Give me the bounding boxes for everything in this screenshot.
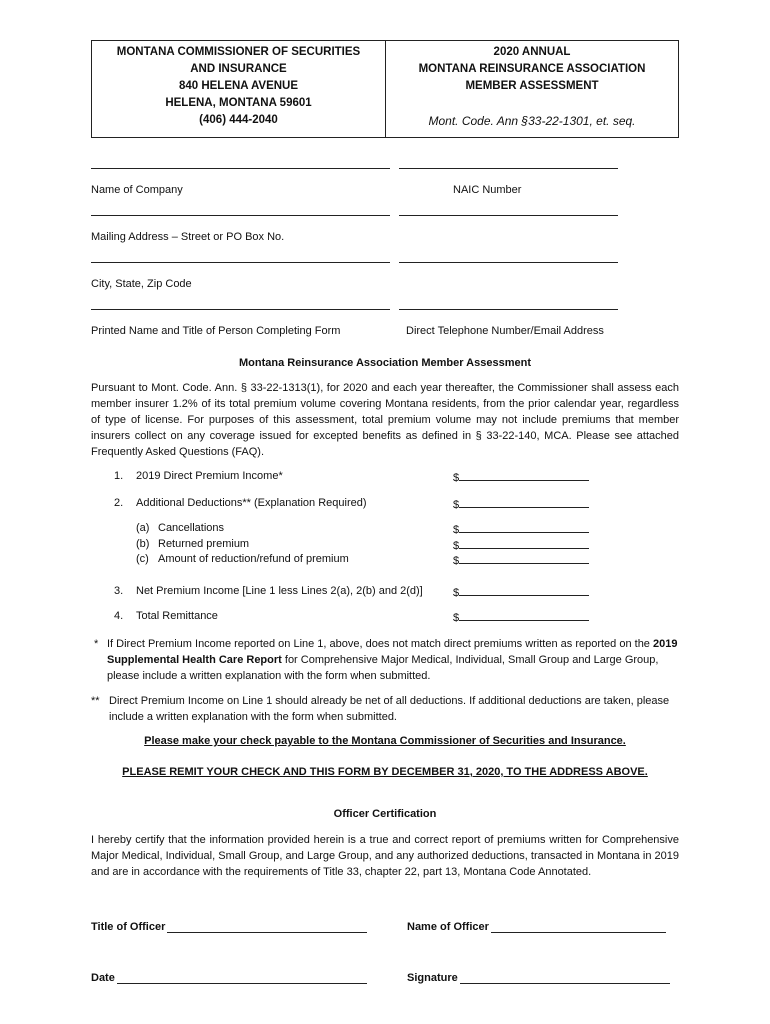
city-state-zip-line[interactable] — [91, 262, 390, 263]
header-box — [91, 40, 679, 138]
asterisk-mark: * — [94, 638, 99, 650]
line-2a-label: Cancellations — [158, 522, 225, 534]
header-right-line: MONTANA REINSURANCE ASSOCIATION — [418, 63, 646, 75]
dollar-sign: $ — [453, 555, 460, 567]
date-label: Date — [91, 972, 115, 984]
line-1-number: 1. — [114, 470, 124, 482]
dollar-sign: $ — [453, 587, 460, 599]
footnote-1-text-post: for Comprehensive Major Medical, Individual, Small Group and Large Group, please include a written explanation with the form when submitted. — [107, 654, 659, 682]
naic-number-line[interactable] — [399, 168, 618, 169]
name-of-officer-label: Name of Officer — [407, 921, 489, 933]
statute-citation: Mont. Code. Ann §33-22-1301, et. seq. — [428, 114, 636, 128]
line-4-amount[interactable] — [453, 610, 589, 624]
amount-blank — [459, 522, 589, 533]
date-field[interactable] — [91, 972, 367, 984]
footnote-1-text-pre: If Direct Premium Income reported on Line 1, above, does not match direct premiums written as reported on the — [107, 638, 653, 650]
city-state-zip-label: City, State, Zip Code — [91, 278, 192, 290]
line-2-amount[interactable] — [453, 497, 589, 511]
line-2a-amount[interactable] — [453, 522, 589, 536]
dollar-sign: $ — [453, 612, 460, 624]
title-of-officer-blank[interactable] — [167, 922, 367, 933]
assessment-title-block — [386, 41, 678, 137]
commissioner-address-block — [92, 41, 386, 137]
certification-statement: I hereby certify that the information provided herein is a true and correct report of premiums written for Comprehensive Major Medical, Individual, Small Group, and Large Group, and any authorized deductions, transacted in Montana in 2019 and are in accordance with the requirements of Title 33, chapter 22, part 13, Montana Code Annotated. — [91, 834, 679, 878]
mailing-address-line-2[interactable] — [399, 215, 618, 216]
amount-blank — [459, 497, 589, 508]
footnote-single-asterisk — [91, 636, 679, 684]
line-2a-number: (a) — [136, 522, 150, 534]
header-right-line: MEMBER ASSESSMENT — [465, 80, 599, 92]
header-left-line: AND INSURANCE — [190, 63, 287, 75]
signature-label: Signature — [407, 972, 458, 984]
header-left-line: HELENA, MONTANA 59601 — [165, 97, 312, 109]
title-of-officer-label: Title of Officer — [91, 921, 166, 933]
line-2b-label: Returned premium — [158, 538, 250, 550]
line-3-number: 3. — [114, 585, 124, 597]
line-2c-label: Amount of reduction/refund of premium — [158, 553, 349, 565]
line-4-label: Total Remittance — [136, 610, 218, 622]
line-1-label: 2019 Direct Premium Income* — [136, 470, 283, 482]
naic-number-label: NAIC Number — [453, 184, 522, 196]
telephone-email-line[interactable] — [399, 309, 618, 310]
city-state-zip-line-2[interactable] — [399, 262, 618, 263]
header-left-line: (406) 444-2040 — [199, 114, 278, 126]
assessment-section-title: Montana Reinsurance Association Member Assessment — [239, 357, 531, 369]
signature-field[interactable] — [407, 972, 670, 984]
line-4-number: 4. — [114, 610, 124, 622]
line-2b-number: (b) — [136, 538, 150, 550]
amount-blank — [459, 470, 589, 481]
signature-blank[interactable] — [460, 973, 670, 984]
dollar-sign: $ — [453, 499, 460, 511]
check-payable-instruction: Please make your check payable to the Montana Commissioner of Securities and Insurance. — [144, 735, 626, 747]
line-2b-amount[interactable] — [453, 538, 589, 552]
date-blank[interactable] — [117, 973, 367, 984]
company-name-label: Name of Company — [91, 184, 183, 196]
header-left-line: 840 HELENA AVENUE — [178, 80, 299, 92]
footnote-1-report-name: 2019 Supplemental Health Care Report — [107, 638, 678, 666]
line-2c-number: (c) — [136, 553, 149, 565]
printed-name-line[interactable] — [91, 309, 390, 310]
footnote-double-asterisk — [91, 693, 679, 725]
amount-blank — [459, 553, 589, 564]
amount-blank — [459, 585, 589, 596]
dollar-sign: $ — [453, 524, 460, 536]
amount-blank — [459, 610, 589, 621]
line-2-label: Additional Deductions** (Explanation Required) — [136, 497, 367, 509]
printed-name-label: Printed Name and Title of Person Completing Form — [91, 325, 341, 337]
header-right-line: 2020 ANNUAL — [493, 46, 571, 58]
footnote-2-text: Direct Premium Income on Line 1 should already be net of all deductions. If additional deductions are taken, please include a written explanation with the form when submitted. — [109, 695, 670, 723]
company-name-line[interactable] — [91, 168, 390, 169]
amount-blank — [459, 538, 589, 549]
officer-certification-title: Officer Certification — [333, 808, 437, 820]
name-of-officer-blank[interactable] — [491, 922, 666, 933]
mailing-address-label: Mailing Address – Street or PO Box No. — [91, 231, 285, 243]
line-3-label: Net Premium Income [Line 1 less Lines 2(a), 2(b) and 2(d)] — [136, 585, 423, 597]
mailing-address-line[interactable] — [91, 215, 390, 216]
double-asterisk-mark: ** — [91, 695, 100, 707]
remit-deadline-instruction: PLEASE REMIT YOUR CHECK AND THIS FORM BY DECEMBER 31, 2020, TO THE ADDRESS ABOVE. — [122, 766, 648, 778]
name-of-officer-field[interactable] — [407, 921, 666, 933]
line-2-number: 2. — [114, 497, 124, 509]
line-2c-amount[interactable] — [453, 553, 589, 567]
header-left-line: MONTANA COMMISSIONER OF SECURITIES — [116, 46, 361, 58]
line-3-amount[interactable] — [453, 585, 589, 599]
dollar-sign: $ — [453, 540, 460, 552]
dollar-sign: $ — [453, 472, 460, 484]
assessment-intro-paragraph: Pursuant to Mont. Code. Ann. § 33-22-1313(1), for 2020 and each year thereafter, the Commissioner shall assess each member insurer 1.2% of its total premium volume covering Montana residents, from the prior calendar year, regardless of type of license. For purposes of this assessment, total premium volume may not include premiums that member insurers collect on any coverage issued for excepted benefits as defined in § 33-22-140, MCA. Please see attached Frequently Asked Questions (FAQ). — [91, 382, 679, 458]
line-1-amount[interactable] — [453, 470, 589, 484]
telephone-email-label: Direct Telephone Number/Email Address — [406, 325, 604, 337]
title-of-officer-field[interactable] — [91, 921, 367, 933]
